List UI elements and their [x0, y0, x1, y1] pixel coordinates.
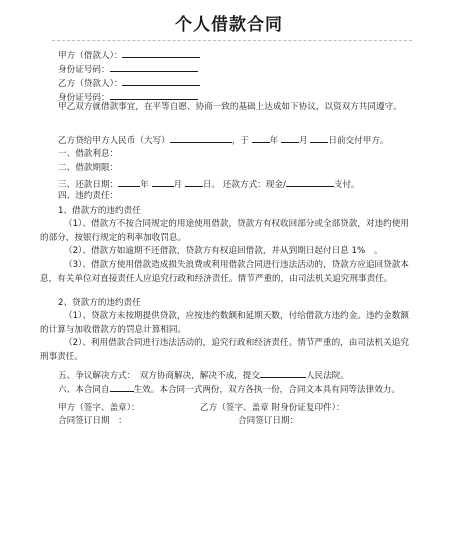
loan-month-field[interactable]: [281, 133, 299, 143]
item-liability: 四、违约责任：: [58, 191, 119, 201]
signature-party-b: 乙方（签字、盖章 附身份证复印件）：: [200, 403, 345, 413]
dispute-suffix: 人民法院。: [305, 371, 349, 381]
repay-month-field[interactable]: [152, 177, 174, 187]
loan-year-field[interactable]: [252, 133, 270, 143]
dispute-row: [58, 368, 349, 382]
repay-day-label: 日。: [202, 180, 221, 190]
party-b-row: [58, 76, 200, 90]
borrower-clause-1: （1）、借款方不按合同规定的用途使用借款，贷款方有权收回部分或全部贷款，对违约使用的部分，按银行规定的利率加收罚息。: [40, 219, 409, 243]
loan-prefix: 乙方贷给甲方人民币（大写）: [58, 136, 170, 146]
loan-amount-field[interactable]: [170, 133, 232, 143]
party-a-id-field[interactable]: [110, 62, 198, 72]
preamble-paragraph: 甲乙双方就借款事宜，在平等自愿、协商一致的基础上达成如下协议，以资双方共同遵守。: [58, 102, 402, 112]
loan-amount-row: [58, 133, 389, 147]
loan-day-field[interactable]: [310, 133, 328, 143]
sign-date-b: 合同签订日期：: [238, 416, 299, 426]
repay-month-label: 月: [173, 180, 183, 190]
repay-pay-label: 支付。: [333, 180, 360, 190]
party-a-label: 甲方（借款人）：: [58, 51, 123, 61]
loan-comma: ，于: [231, 136, 249, 146]
party-b-id-label: 身份证号码：: [58, 93, 110, 103]
repay-year-label: 年: [140, 180, 149, 190]
lender-liability-title: 2、贷款方的违约责任: [58, 298, 141, 308]
effective-row: [58, 382, 400, 396]
effective-prefix: 六、本合同自: [58, 385, 110, 395]
lender-clause-1: （1）、贷款方未按期提供贷款，应按违约数额和延期天数，付给借款方违约金。违约金数额的计算与加收借款方的罚息计算相同。: [40, 311, 409, 335]
effective-suffix: 生效。本合同一式两份，双方各执一份，合同文本具有同等法律效力。: [133, 385, 400, 395]
repay-year-field[interactable]: [118, 177, 140, 187]
borrower-clause-2: （2）、借款方如逾期不还借款，贷款方有权追回借款，并从到期日起付日息 1% 。: [64, 246, 383, 256]
party-a-id-label: 身份证号码：: [58, 65, 110, 75]
dispute-prefix: 五、争议解决方式： 双方协商解决，解决不成，提交: [58, 371, 260, 381]
party-b-id-field[interactable]: [110, 90, 198, 100]
header-divider: [52, 40, 412, 41]
loan-year-label: 年: [269, 136, 279, 146]
document-title: 个人借款合同: [175, 15, 283, 35]
item-interest: 一、借款利息：: [58, 149, 119, 159]
party-a-id-row: [58, 62, 198, 76]
loan-month-label: 月: [299, 136, 308, 146]
repayment-row: [58, 177, 360, 191]
party-a-name-field[interactable]: [122, 48, 200, 58]
lender-clause-2: （2）、利用借款合同进行违法活动的，追究行政和经济责任。情节严重的，由司法机关追究刑事责任。: [40, 338, 409, 362]
borrower-clause-3: （3）、借款方使用借款造成损失浪费或利用借款合同进行违法活动的，贷款方应追回贷款本息，有关单位对直接责任人应追究行政和经济责任。情节严重的，由司法机关追究刑事责任。: [40, 260, 409, 284]
repay-day-field[interactable]: [185, 177, 203, 187]
party-b-name-field[interactable]: [122, 76, 200, 86]
sign-date-a: 合同签订日期 ：: [58, 416, 127, 426]
loan-suffix: 日前交付甲方。: [328, 136, 389, 146]
repayment-prefix: 三、还款日期：: [58, 180, 119, 190]
effective-date-field[interactable]: [110, 382, 134, 392]
party-b-label: 乙方（贷款人）：: [58, 79, 123, 89]
court-field[interactable]: [260, 368, 306, 378]
repay-method-label: 还款方式：现金/: [222, 180, 286, 190]
item-term: 二、借款期限：: [58, 163, 119, 173]
borrower-liability-title: 1、借款方的违约责任: [58, 206, 141, 216]
repay-method-field[interactable]: [286, 177, 334, 187]
signature-party-a: 甲方（签字、盖章）：: [58, 403, 140, 413]
party-a-row: [58, 48, 200, 62]
